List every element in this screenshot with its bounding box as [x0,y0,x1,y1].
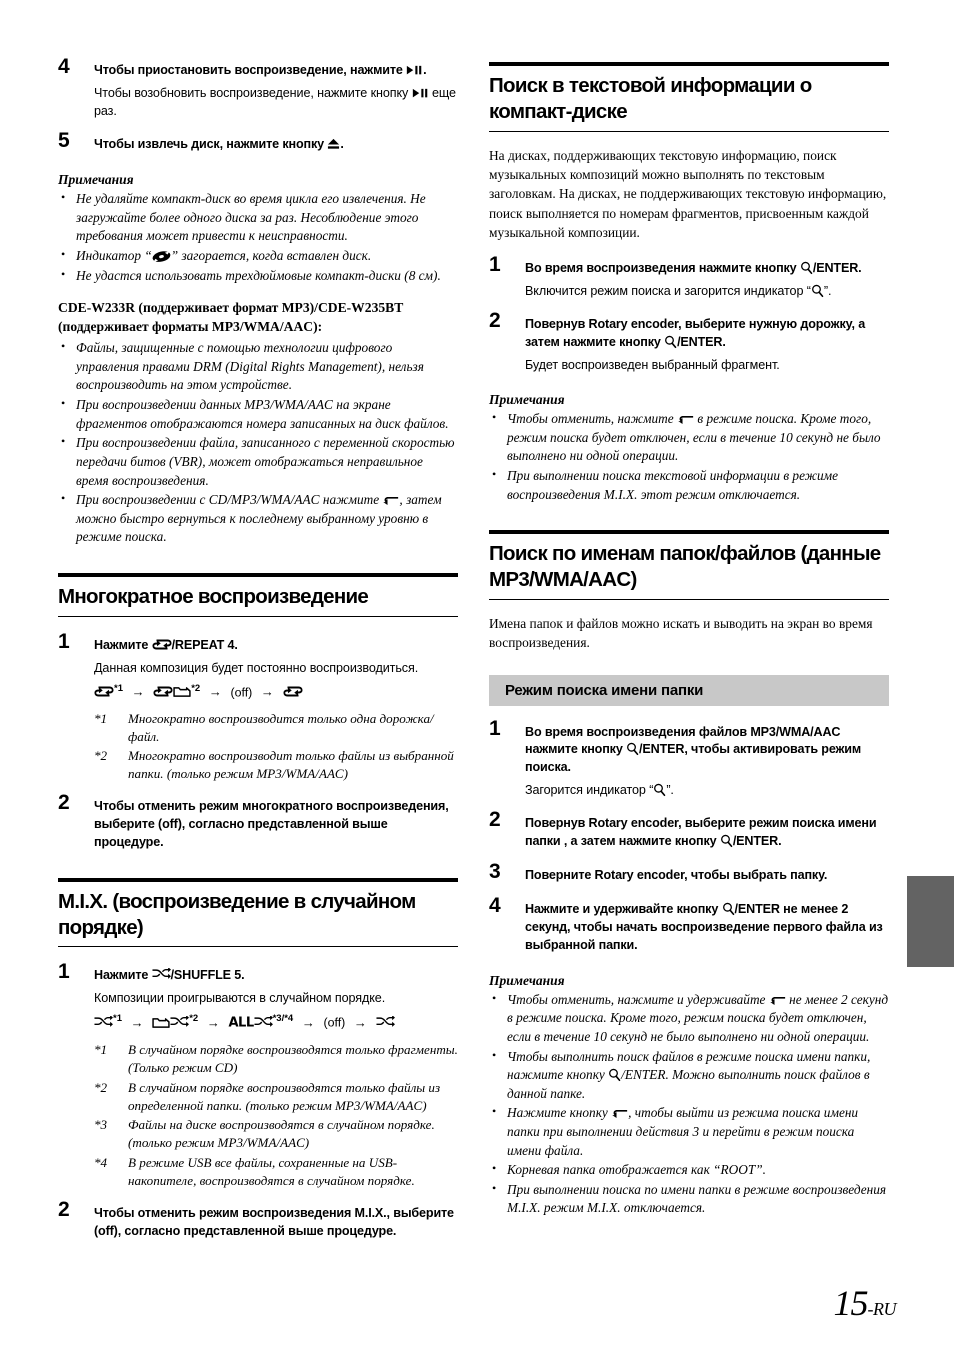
arrow-glyph: → [301,1014,315,1030]
note-text: При воспроизведении с CD/MP3/WMA/AAC нажмите [76,492,383,508]
section-intro: Имена папок и файлов можно искать и выводить на экран во время воспроизведения. [489,615,873,651]
model-notes-list [58,339,458,547]
note-text: При выполнении поиска текстовой информации в режиме воспроизведения M.I.X. этот режим отключается. [507,468,839,502]
footnote-marker: *2 [94,1079,108,1095]
note-text: Чтобы отменить, нажмите и удерживайте [507,991,769,1007]
note-item [489,1048,889,1104]
notes-list [489,410,889,504]
back-icon [769,994,786,1006]
note-item [58,247,458,266]
section-title: Многократное воспроизведение [58,584,369,608]
step-title-mid: , выберите режим поиска имени папки , а затем нажмите кнопку [525,816,877,849]
note-text: Файлы, защищенные с помощью технологии цифрового управления правами DRM (Digital Rights Management), нельзя воспроизводить на этом устройстве. [76,340,424,393]
rotary-encoder-label: Rotary encoder [594,868,685,883]
step-title [525,867,889,885]
back-icon [677,413,694,425]
step-title-suffix: . [423,63,427,77]
footnote-marker: *4 [94,1155,108,1171]
text-search-step-2 [489,309,889,374]
step-title-suffix: . [340,137,344,152]
footnote-marker: *2 [191,682,201,694]
note-item [489,467,889,504]
step-body: Композиции проигрываются в случайном порядке. [94,991,386,1006]
step-title: Чтобы отменить режим воспроизведения M.I.X., выберите (off), согласно представленной выше процедуре. [94,1205,454,1238]
shuffle-icon [152,968,171,981]
footnote-item [94,747,458,783]
shuffle-icon [376,1016,395,1029]
note-item [58,491,458,547]
model-compatibility-heading: CDE-W233R (поддерживает формат MP3)/CDE-W235BT (поддерживает форматы MP3/WMA/AAC): [58,300,404,334]
step-number: 1 [489,716,501,740]
search-icon [664,335,677,349]
step-body-suffix: ”. [823,284,832,299]
play-pause-icon [406,65,423,76]
step-number: 5 [58,129,70,153]
step-title-suffix: /ENTER. [677,335,726,350]
notes-heading: Примечания [489,972,565,988]
notes-heading: Примечания [58,172,134,188]
page-number-value: 15 [833,1283,868,1323]
step-number: 1 [58,629,70,653]
step-title [525,815,889,851]
shuffle-icon [170,1016,189,1029]
step-number: 2 [58,791,70,815]
footnote-marker: *2 [189,1013,199,1025]
mix-footnotes [94,1041,458,1189]
repeat-step-1 [58,629,458,783]
note-item [489,1181,889,1218]
back-icon [611,1107,628,1119]
shuffle-icon [94,1016,113,1029]
section-title: Поиск в текстовой информации о компакт-диске [489,74,812,123]
step-body [525,282,889,300]
step-title-suffix: /SHUFFLE 5. [170,968,245,983]
step-body-text: Включится режим поиска и загорится индикатор “ [525,284,811,299]
search-icon [800,261,813,275]
repeat-icon [283,685,303,698]
footnote-item [94,1116,458,1152]
notes-list [58,190,458,285]
note-item [58,190,458,246]
step-title-suffix: /REPEAT 4. [171,637,238,652]
play-pause-icon [412,88,429,99]
note-text: Корневая папка отображается как “ROOT”. [507,1162,766,1178]
step-title: Чтобы отменить режим многократного воспроизведения, выберите (off), согласно представленной выше процедуре. [94,799,449,849]
step-title-text: Нажмите [94,637,152,652]
repeat-icon [153,685,173,698]
note-item [489,1161,889,1180]
folder-search-step-3 [489,860,889,885]
folder-icon [152,1016,170,1029]
search-icon [720,834,733,848]
note-item [58,396,458,433]
footnote-text: В случайном порядке воспроизводятся только фрагменты. (Только режим CD) [128,1042,458,1076]
note-item [58,434,458,490]
section-mix-playback [58,878,458,948]
step-title-text: Поверните [525,868,595,883]
step-5 [58,129,458,154]
right-column [489,62,889,1219]
shuffle-icon [254,1016,273,1029]
footnote-marker: *1 [113,1013,122,1025]
step-title-text: Чтобы извлечь диск, нажмите кнопку [94,137,328,152]
step-title-text: Чтобы приостановить воспроизведение, нажмите [94,63,407,77]
note-item [58,339,458,395]
footnote-item [94,1041,458,1077]
step-number: 2 [489,309,501,333]
note-text: При воспроизведении данных MP3/WMA/AAC на экране фрагментов отображаются номера записанных на диск файлов. [76,397,449,431]
folder-search-step-2 [489,808,889,851]
step-title [525,316,889,352]
arrow-glyph: → [353,1014,367,1030]
step-title-text: Повернув [525,317,589,332]
rotary-encoder-label: Rotary encoder [588,816,679,831]
note-text-suffix: не менее 2 секунд в режиме поиска. Кроме того, режим поиска будет отключен, если в течение 10 секунд не было выполнено ни одной операции. [507,991,889,1044]
footnote-item [94,1154,458,1190]
note-text-suffix: в режиме поиска. Кроме того, режим поиска будет отключен, если в течение 10 секунд не было выполнено ни одной операции. [507,411,881,464]
step-number: 1 [58,960,70,984]
section-title: M.I.X. (воспроизведение в случайном порядке) [58,889,416,939]
step-title [525,901,889,955]
footnote-item [94,710,458,746]
step-title-suffix: /ENTER. [812,261,862,276]
step-body-suffix: ”. [666,783,674,798]
step-title [94,637,458,655]
step-body: Будет воспроизведен выбранный фрагмент. [525,358,780,373]
note-item [489,991,889,1047]
rotary-encoder-label: Rotary encoder [588,317,679,332]
note-text: Индикатор “ [76,248,152,264]
off-label: (off) [323,1015,346,1030]
footnote-item [94,1079,458,1115]
section-intro: На дисках, поддерживающих текстовую информацию, поиск музыкальных композиций можно выполнять по текстовым заголовкам. На дисках, не поддерживающих текстовую информацию, поиск выполняется по номерам фрагментов, присвоенным каждой музыкальной композиции. [489,147,887,240]
section-rule-bottom [489,599,889,600]
arrow-glyph: → [131,684,145,700]
chapter-tab-marker [907,876,954,967]
step-body: Данная композиция будет постоянно воспроизводиться. [94,660,419,675]
note-item [489,1104,889,1160]
repeat-mode-sequence [94,682,458,702]
footnote-marker: *3/*4 [272,1013,294,1025]
search-icon [653,783,666,797]
step-4 [58,55,458,120]
all-label: ALL [228,1015,254,1031]
folder-icon [173,685,191,698]
footnote-marker: *1 [94,710,108,726]
notes-list [489,991,889,1218]
section-folder-file-search [489,530,889,600]
step-body-text: Чтобы возобновить воспроизведение, нажмите кнопку [94,85,412,100]
step-body-text: Загорится индикатор “ [525,783,654,798]
note-text-suffix: /ENTER. Можно выполнить поиск файлов в данной папке. [507,1067,870,1101]
note-text: Нажмите кнопку [507,1105,612,1121]
step-title-text: Во время воспроизведения файлов MP3/WMA/AAC нажмите кнопку [525,724,841,757]
arrow-glyph: → [208,684,222,700]
step-title-suffix: /ENTER не менее 2 секунд, чтобы начать воспроизведение первого файла из выбранной папки. [525,902,883,952]
arrow-glyph: → [130,1014,144,1030]
step-title [94,136,458,154]
section-rule-bottom [58,946,458,947]
footnote-text: Многократно воспроизводится только одна дорожка/файл. [128,710,434,744]
search-icon [626,742,639,756]
step-title-suffix: /ENTER. [732,834,782,849]
search-icon [722,902,735,916]
search-icon [608,1068,621,1082]
mix-step-2 [58,1197,458,1241]
step-body-suffix: еще раз. [94,85,456,119]
section-repeat-playback [58,573,458,617]
footnote-text: Файлы на диске воспроизводятся в случайном порядке. (только режим MP3/WMA/AAC) [128,1117,435,1151]
subsection-folder-name-search: Режим поиска имени папки [489,675,889,706]
note-text: Не удаляйте компакт-диск во время цикла его извлечения. Не загружайте более одного диска за раз. Несоблюдение этого требования может привести к неисправности. [76,191,426,244]
step-title-text: Повернув [525,816,589,831]
step-number: 3 [489,860,501,884]
repeat-step-2 [58,791,458,852]
footnote-marker: *2 [94,748,108,764]
left-column [58,55,458,1240]
text-search-step-1 [489,253,889,300]
note-text: Чтобы выполнить поиск файлов в режиме поиска имени папки, нажмите кнопку [507,1048,871,1083]
section-title: Поиск по именам папок/файлов (данные MP3/WMA/AAC) [489,542,881,592]
repeat-icon [94,685,114,698]
off-label: (off) [230,685,253,700]
disc-icon [152,251,171,262]
section-rule-bottom [58,616,458,617]
note-text: Чтобы отменить, нажмите [507,411,678,427]
note-text: Не удастся использовать трехдюймовые компакт-диски (8 см). [76,267,441,283]
folder-search-step-4 [489,894,889,955]
note-item [58,267,458,286]
section-cd-text-search [489,62,889,132]
search-icon [811,284,824,298]
footnote-marker: *1 [94,1042,108,1058]
step-title [94,967,458,985]
footnote-text: В случайном порядке воспроизводятся только файлы из определенной папки. (только режим MP3/WMA/AAC) [128,1079,441,1113]
step-number: 2 [489,808,501,832]
notes-heading: Примечания [489,392,565,408]
mix-mode-sequence [94,1012,458,1033]
step-number: 4 [58,55,70,78]
note-text: При выполнении поиска по имени папки в режиме воспроизведения M.I.X. режим M.I.X. отключается. [507,1181,887,1216]
note-text-suffix: ” загорается, когда вставлен диск. [170,248,372,264]
step-number: 1 [489,253,501,277]
eject-icon [327,138,340,150]
back-icon [382,494,399,506]
step-number: 2 [58,1197,70,1221]
repeat-icon [152,638,172,651]
folder-search-step-1 [489,716,889,800]
step-body [94,84,458,121]
step-title [525,260,889,278]
arrow-glyph: → [206,1014,220,1030]
step-number: 4 [489,894,501,918]
arrow-glyph: → [260,684,274,700]
note-text-suffix: , чтобы выйти из режима поиска имени папки при выполнении действия 3 и перейти в режим поиска имени файла. [507,1105,859,1158]
page-number-suffix: -RU [867,1299,896,1319]
repeat-footnotes [94,710,458,783]
step-title [525,724,889,778]
step-title-suffix: , чтобы выбрать папку. [684,868,828,883]
note-text-suffix: , затем можно быстро вернуться к последнему выбранному уровню в режиме поиска. [76,492,442,545]
step-title-suffix: /ENTER, чтобы активировать режим поиска. [525,742,862,775]
section-rule-bottom [489,131,889,132]
footnote-marker: *3 [94,1117,108,1133]
step-title [94,62,458,80]
footnote-text: Многократно воспроизводит только файлы из выбранной папки. (только режим MP3/WMA/AAC) [128,748,454,782]
step-title-text: Во время воспроизведения нажмите кнопку [525,261,800,276]
step-title-text: Нажмите и удерживайте кнопку [525,902,722,917]
footnote-text: В режиме USB все файлы, сохраненные на USB-накопителе, воспроизводятся в случайном порядке. [128,1155,415,1188]
note-text: При воспроизведении файла, записанного с переменной скоростью передачи битов (VBR), может отображаться неправильное время воспроизведения. [76,435,455,488]
step-title-mid: , выберите нужную дорожку, а затем нажмите кнопку [525,317,866,350]
step-title-text: Нажмите [94,968,152,983]
step-body [525,781,889,799]
page-number [0,1282,896,1324]
footnote-marker: *1 [114,682,123,694]
note-item [489,410,889,466]
mix-step-1 [58,960,458,1189]
